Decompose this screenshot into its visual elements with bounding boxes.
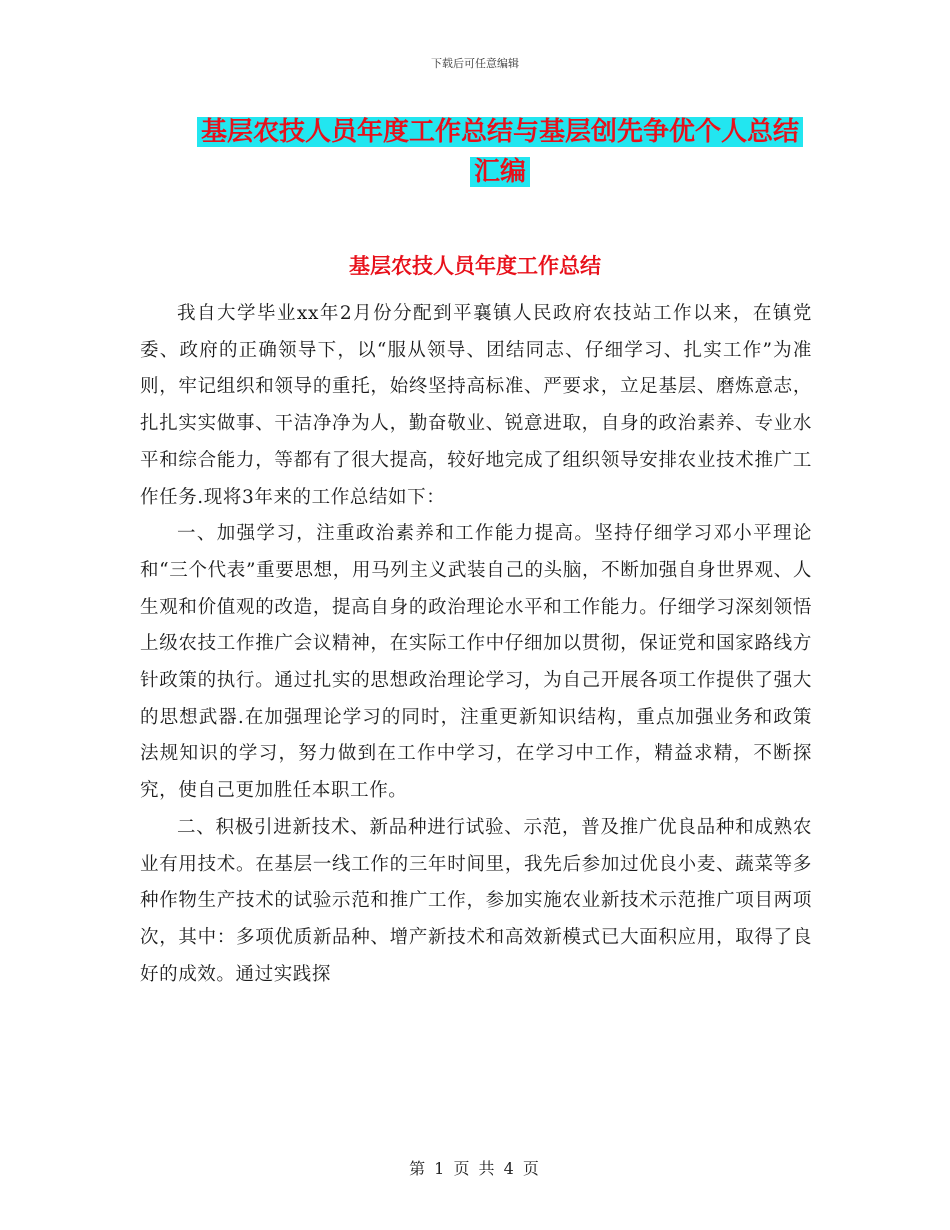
document-title [150, 112, 850, 192]
body-text [140, 296, 812, 993]
title-line-1: 基层农技人员年度工作总结与基层创先争优个人总结 [197, 117, 803, 147]
section-title: 基层农技人员年度工作总结 [349, 254, 601, 278]
paragraph: 一、加强学习，注重政治素养和工作能力提高。坚持仔细学习邓小平理论和“三个代表”重要思想，用马列主义武装自己的头脑，不断加强自身世界观、人生观和价值观的改造，提高自身的政治理论水平和工作能力。仔细学习深刻领悟上级农技工作推广会议精神，在实际工作中仔细加以贯彻，保证党和国家路线方针政策的执行。通过扎实的思想政治理论学习，为自己开展各项工作提供了强大的思想武器.在加强理论学习的同时，注重更新知识结构，重点加强业务和政策法规知识的学习，努力做到在工作中学习，在学习中工作，精益求精，不断探究，使自己更加胜任本职工作。 [140, 523, 812, 802]
paragraph: 二、积极引进新技术、新品种进行试验、示范，普及推广优良品种和成熟农业有用技术。在基层一线工作的三年时间里，我先后参加过优良小麦、蔬菜等多种作物生产技术的试验示范和推广工作，参加实施农业新技术示范推广项目两项次，其中：多项优质新品种、增产新技术和高效新模式已大面积应用，取得了良好的成效。通过实践探 [140, 816, 812, 985]
title-line-2: 汇编 [470, 157, 530, 187]
header-note: 下载后可任意编辑 [431, 57, 519, 70]
paragraph: 我自大学毕业xx年2月份分配到平襄镇人民政府农技站工作以来，在镇党委、政府的正确领导下，以“服从领导、团结同志、仔细学习、扎实工作”为准则，牢记组织和领导的重托，始终坚持高标准、严要求，立足基层、磨炼意志，扎扎实实做事、干洁净净为人，勤奋敬业、锐意进取，自身的政治素养、专业水平和综合能力，等都有了很大提高，较好地完成了组织领导安排农业技术推广工作任务.现将3年来的工作总结如下： [140, 303, 812, 508]
page-number: 第 1 页 共 4 页 [409, 1159, 541, 1178]
